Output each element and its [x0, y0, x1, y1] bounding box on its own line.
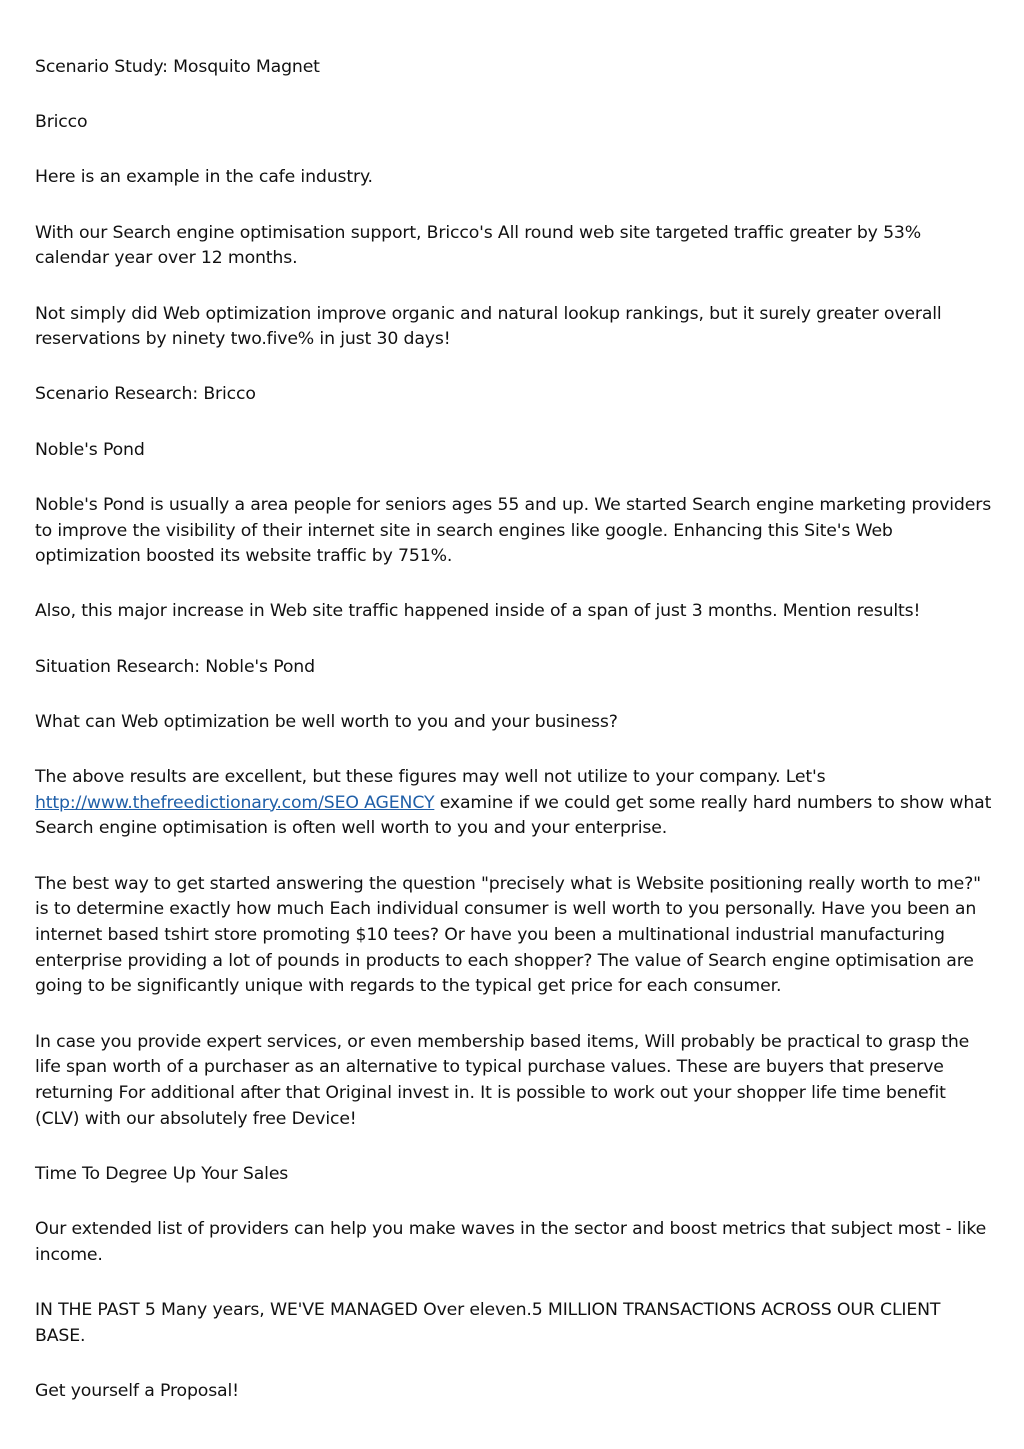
seo-agency-link[interactable]: http://www.thefreedictionary.com/SEO AGENCY: [35, 792, 435, 813]
paragraph-bricco-traffic: With our Search engine optimisation support, Bricco's All round web site targeted traffic greater by 53% calendar year over 12 months.: [35, 222, 922, 269]
paragraph-best-way: The best way to get started answering the question "precisely what is Website positioning really worth to me?" is to determine exactly how much Each individual consumer is well worth to you personally. Have you been an internet based tshirt store promoting $10 tees? Or have you been a multinational industrial manufacturing enterprise providing a lot of pounds in products to each shopper? The value of Search engine optimisation are going to be significantly unique with regards to the typical get price for each consumer.: [35, 873, 981, 997]
heading-case-study-mosquito-magnet: Scenario Study: Mosquito Magnet: [35, 57, 320, 77]
paragraph-transactions: IN THE PAST 5 Many years, WE'VE MANAGED Over eleven.5 MILLION TRANSACTIONS ACROSS OUR CLIENT BASE.: [35, 1300, 941, 1346]
caption-situation-research-nobles-pond: Situation Research: Noble's Pond: [35, 656, 315, 677]
paragraph-bricco-reservations: Not simply did Web optimization improve organic and natural lookup rankings, but it surely greater overall reservations by ninety two.five% in just 30 days!: [35, 303, 942, 350]
paragraph-nobles-pond-increase: Also, this major increase in Web site traffic happened inside of a span of just 3 months. Mention results!: [35, 601, 921, 622]
paragraph-extended-list: Our extended list of providers can help you make waves in the sector and boost metrics that subject most - like income.: [35, 1219, 987, 1265]
above-results-text-after: examine if we could get some really hard numbers to show what Search engine optimisation is often well worth to you and your enterprise.: [35, 792, 992, 839]
caption-scenario-research-bricco: Scenario Research: Bricco: [35, 384, 256, 405]
heading-seo-worth: What can Web optimization be well worth to you and your business?: [35, 711, 618, 732]
paragraph-cafe-example: Here is an example in the cafe industry.: [35, 167, 373, 188]
heading-bricco: Bricco: [35, 112, 88, 133]
heading-level-up-sales: Time To Degree Up Your Sales: [35, 1163, 289, 1184]
heading-nobles-pond: Noble's Pond: [35, 439, 145, 460]
paragraph-above-results: [35, 765, 994, 842]
paragraph-nobles-pond-seo: Noble's Pond is usually a area people for seniors ages 55 and up. We started Search engine marketing providers to improve the visibility of their internet site in search engines like google. Enhancing this Site's Web optimization boosted its website traffic by 751%.: [35, 494, 992, 567]
paragraph-expert-services: In case you provide expert services, or even membership based items, Will probably be practical to grasp the life span worth of a purchaser as an alternative to typical purchase values. These are buyers that preserve returning For additional after that Original invest in. It is possible to work out your shopper life time benefit (CLV) with our absolutely free Device!: [35, 1031, 970, 1129]
call-to-action-proposal: Get yourself a Proposal!: [35, 1381, 239, 1401]
above-results-text-before: The above results are excellent, but these figures may well not utilize to your company. Let's: [35, 767, 826, 788]
